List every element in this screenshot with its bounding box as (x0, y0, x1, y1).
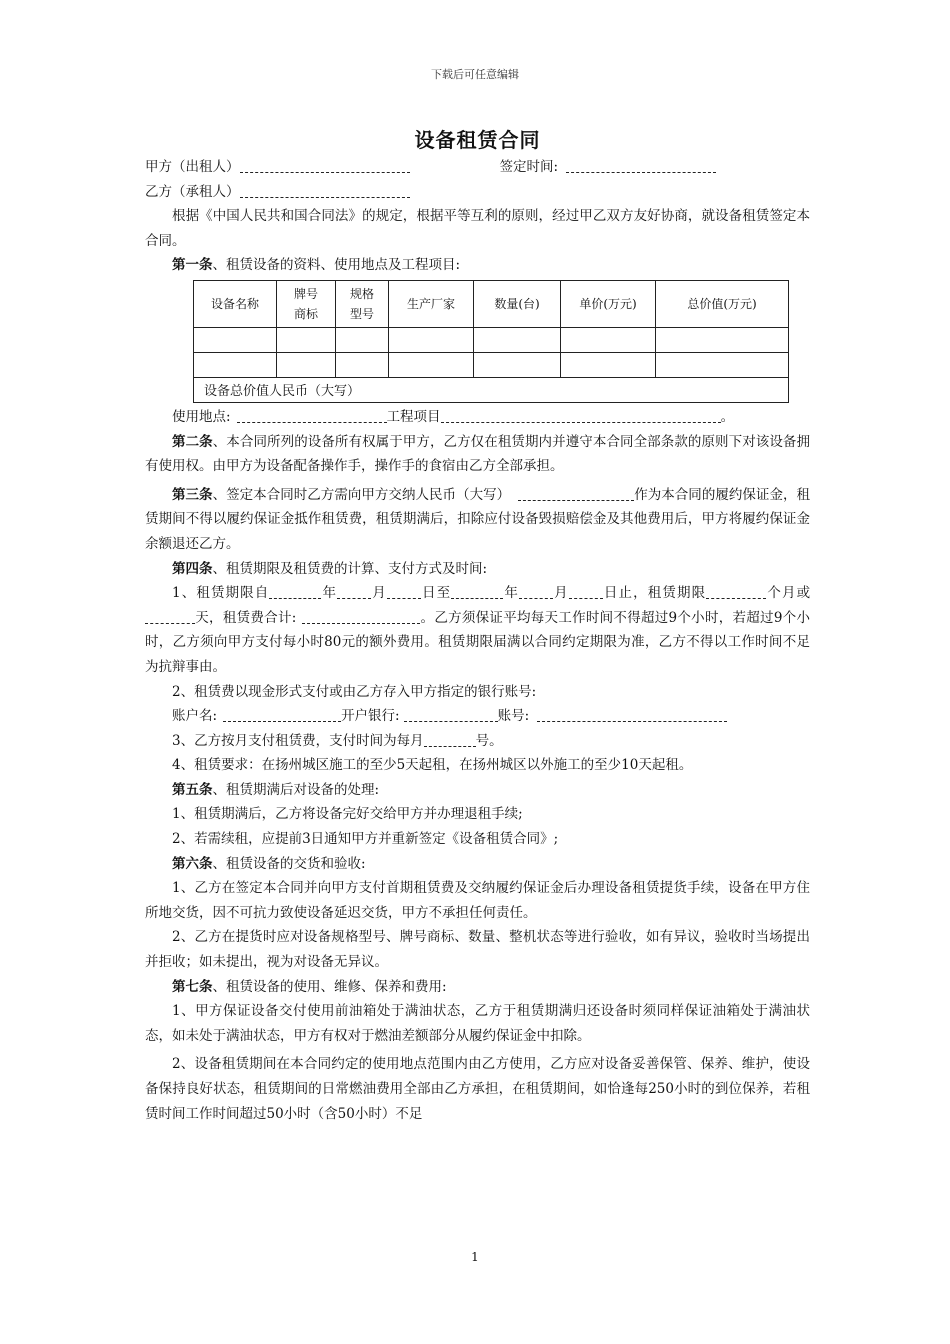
table-row (194, 352, 789, 377)
article-4-text: 、租赁期限及租赁费的计算、支付方式及时间: (212, 560, 488, 577)
sign-time-blank[interactable] (566, 162, 716, 173)
table-total-row (194, 377, 789, 402)
page-header: 下载后可任意编辑 (431, 68, 519, 81)
article-7 (145, 975, 810, 1000)
article-6-head: 第六条 (172, 855, 213, 872)
party-b-blank[interactable] (240, 187, 410, 198)
article-4 (145, 557, 810, 582)
start-day-blank[interactable] (387, 588, 421, 599)
sign-time-label: 签定时间: (499, 159, 559, 175)
col-spec: 规格 型号 (336, 280, 389, 327)
start-month-blank[interactable] (337, 588, 371, 599)
article-4-head: 第四条 (172, 560, 213, 577)
article-2 (145, 430, 810, 479)
bank-account-line (145, 704, 810, 729)
article-3-text-a: 、签定本合同时乙方需向甲方交纳人民币（大写） (212, 486, 511, 503)
party-b-label: 乙方（承租人） (145, 183, 240, 200)
article-2-head: 第二条 (172, 433, 213, 450)
contract-title: 设备租赁合同 (414, 128, 541, 152)
party-a-line (145, 155, 810, 180)
article-4-item-4: 4、租赁要求：在扬州城区施工的至少5天起租，在扬州城区以外施工的至少10天起租。 (172, 757, 693, 774)
col-manufacturer: 生产厂家 (389, 280, 474, 327)
end-year-blank[interactable] (451, 588, 503, 599)
article-5-head: 第五条 (172, 781, 213, 798)
project-label: 工程项目 (386, 408, 441, 425)
equipment-table (193, 280, 789, 403)
article-1 (145, 253, 810, 278)
pay-day-blank[interactable] (424, 736, 476, 747)
article-1-text: 、租赁设备的资料、使用地点及工程项目: (212, 257, 461, 274)
col-unit-price: 单价(万元) (561, 280, 656, 327)
end-month-blank[interactable] (519, 588, 553, 599)
contract-page (145, 118, 810, 1126)
article-4-item-1: 1、租赁期限自 年 月 日至 年 月 日止，租赁期限 个月或天，租赁费合计: 。乙方须保证平均每天工作时间不得超过9个小时，若超过9个小时，乙方须向甲方支付每小时80元的额外费用。租赁期限届满以合同约定期限为准，乙方不得以工作时间不足为抗辩事由。 (145, 585, 811, 675)
end-day-blank[interactable] (569, 588, 603, 599)
project-end: 。 (720, 408, 735, 425)
col-equipment-name: 设备名称 (194, 280, 277, 327)
article-1-head: 第一条 (172, 257, 213, 274)
bank-label: 开户银行: (341, 708, 400, 725)
party-a-label: 甲方（出租人） (145, 159, 240, 175)
page-number: 1 (471, 1250, 479, 1264)
col-total-value: 总价值(万元) (656, 280, 789, 327)
term-blank[interactable] (706, 588, 766, 599)
table-header-row (194, 280, 789, 327)
party-b-line (145, 180, 810, 205)
article-3-head: 第三条 (172, 486, 213, 503)
account-name-label: 账户名: (172, 708, 218, 725)
col-brand: 牌号 商标 (277, 280, 336, 327)
article-5 (145, 778, 810, 803)
location-line (145, 405, 810, 430)
deposit-blank[interactable] (518, 490, 634, 501)
article-7-head: 第七条 (172, 978, 213, 995)
article-3-text-b: 作为本合同的履约保证金，租赁期间不得以履约保证金抵作租赁费，租赁期满后，扣除应付设备毁损赔偿金及其他费用后，甲方将履约保证金余额退还乙方。 (145, 486, 811, 552)
start-year-blank[interactable] (269, 588, 321, 599)
account-name-blank[interactable] (223, 711, 341, 722)
article-2-text: 、本合同所列的设备所有权属于甲方，乙方仅在租赁期内并遵守本合同全部条款的原则下对该设备拥有使用权。由甲方为设备配备操作手，操作手的食宿由乙方全部承担。 (145, 433, 811, 475)
article-6 (145, 852, 810, 877)
location-label: 使用地点: (172, 408, 231, 425)
article-7-text: 、租赁设备的使用、维修、保养和费用: (212, 978, 447, 995)
article-4-item-2: 2、租赁费以现金形式支付或由乙方存入甲方指定的银行账号: (172, 683, 537, 700)
party-a-blank[interactable] (240, 162, 410, 173)
table-row (194, 327, 789, 352)
rent-total-blank[interactable] (302, 613, 420, 624)
bank-blank[interactable] (404, 711, 498, 722)
article-5-text: 、租赁期满后对设备的处理: (212, 781, 380, 798)
article-7-item-1: 1、甲方保证设备交付使用前油箱处于满油状态，乙方于租赁期满归还设备时须同样保证油箱处于满油状态，如未处于满油状态，甲方有权对于燃油差额部分从履约保证金中扣除。 (145, 1003, 810, 1044)
article-4-item-3: 3、乙方按月支付租赁费，支付时间为每月 号。 (172, 732, 503, 749)
col-quantity: 数量(台) (474, 280, 561, 327)
term-days-blank[interactable] (145, 613, 195, 624)
article-6-item-2: 2、乙方在提货时应对设备规格型号、牌号商标、数量、整机状态等进行验收，如有异议，验收时当场提出并拒收；如未提出，视为对设备无异议。 (145, 929, 810, 971)
article-6-text: 、租赁设备的交货和验收: (212, 855, 366, 872)
article-7-item-2: 2、设备租赁期间在本合同约定的使用地点范围内由乙方使用，乙方应对设备妥善保管、保养、维护，使设备保持良好状态，租赁期间的日常燃油费用全部由乙方承担，在租赁期间，如恰逢每250小时的到位保养，若租赁时间工作时间超过50小时（含50小时）不足 (145, 1056, 810, 1122)
article-5-item-2: 2、若需续租，应提前3日通知甲方并重新签定《设备租赁合同》; (172, 831, 559, 848)
article-3 (145, 483, 810, 557)
intro-paragraph: 根据《中国人民共和国合同法》的规定，根据平等互利的原则，经过甲乙双方友好协商，就设备租赁签定本合同。 (145, 208, 810, 249)
total-value-cell[interactable]: 设备总价值人民币（大写） (194, 377, 789, 402)
location-blank[interactable] (237, 412, 387, 423)
article-6-item-1: 1、乙方在签定本合同并向甲方支付首期租赁费及交纳履约保证金后办理设备租赁提货手续，设备在甲方住所地交货，因不可抗力致使设备延迟交货，甲方不承担任何责任。 (145, 880, 810, 921)
project-blank[interactable] (441, 412, 721, 423)
account-no-label: 账号: (497, 708, 530, 725)
article-5-item-1: 1、租赁期满后，乙方将设备完好交给甲方并办理退租手续; (172, 806, 523, 823)
account-no-blank[interactable] (537, 711, 727, 722)
